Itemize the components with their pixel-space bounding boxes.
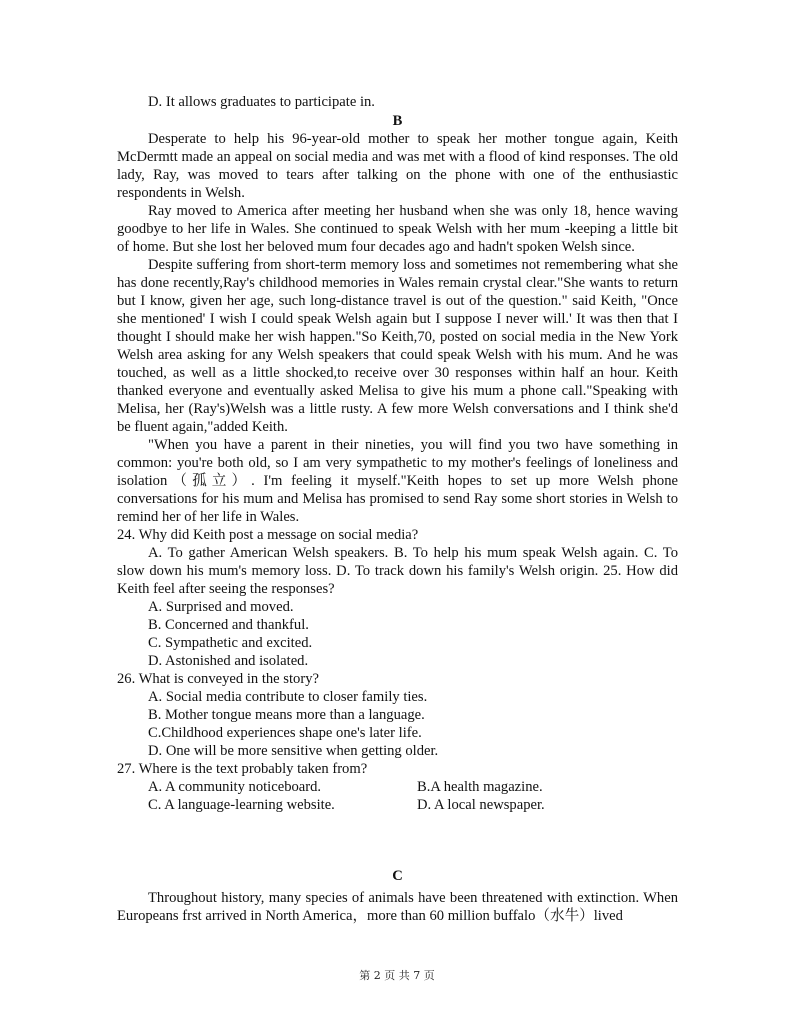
option: A. Surprised and moved.	[148, 599, 294, 615]
section-c	[117, 867, 678, 925]
question-26-stem: 26. What is conveyed in the story?	[117, 671, 319, 687]
question-25-options	[117, 598, 678, 670]
page-footer: 第 2 页 共 7 页	[359, 969, 435, 982]
option: B. Mother tongue means more than a language.	[148, 707, 425, 723]
option: D. A local newspaper.	[417, 797, 545, 813]
option: A. Social media contribute to closer family ties.	[148, 689, 428, 705]
option: C. Sympathetic and excited.	[148, 635, 313, 651]
option: B.A health magazine.	[417, 779, 543, 795]
paragraph: Desperate to help his 96-year-old mother to speak her mother tongue again, Keith McDermtt made an appeal on social media and was met with a flood of kind responses. The old lady, Ray, was moved to tears after talking on the phone with one of the enthusiastic respondents in Welsh.	[117, 131, 678, 201]
option: D. One will be more sensitive when getting older.	[148, 743, 439, 759]
question-26-options	[117, 688, 678, 760]
paragraph: Despite suffering from short-term memory loss and sometimes not remembering what she has done recently,Ray's childhood memories in Wales remain crystal clear."She wants to return but I know, given her age, such long-distance travel is out of the question." said Keith, "Once she mentioned' I wish I could speak Welsh again but I suppose I never will.' It was then that I thought I should make her wish happen."So Keith,70, posted on social media in the New York Welsh area asking for any Welsh speakers that could speak Welsh with his mum. And he was touched, as well as a little shocked,to receive over 30 responses within half an hour. Keith thanked everyone and eventually asked Melisa to give his mum a phone call."Speaking with Melisa, her (Ray's)Welsh was a little rusty. A few more Welsh conversations and I think she'd be fluent again,"added Keith.	[117, 257, 678, 435]
question-24-options: A. To gather American Welsh speakers. B. To help his mum speak Welsh again. C. To slow down his mum's memory loss. D. To track down his family's Welsh origin. 25. How did Keith feel after seeing the responses?	[117, 545, 678, 597]
question-27-options-row	[117, 778, 678, 796]
section-b	[117, 112, 678, 814]
option: C.Childhood experiences shape one's later life.	[148, 725, 422, 741]
paragraph: Throughout history, many species of animals have been threatened with extinction. When Europeans frst arrived in North America，more than 60 million buffalo（水牛）lived	[117, 890, 678, 924]
option-d: D. It allows graduates to participate in.	[148, 94, 375, 110]
option: B. Concerned and thankful.	[148, 617, 309, 633]
option: D. Astonished and isolated.	[148, 653, 309, 669]
option: C. A language-learning website.	[148, 797, 335, 813]
question-27-options-row	[117, 796, 678, 814]
option: A. A community noticeboard.	[148, 779, 322, 795]
section-b-heading: B	[392, 113, 403, 129]
paragraph: Ray moved to America after meeting her husband when she was only 18, hence waving goodbye to her life in Wales. She continued to speak Welsh with her mum -keeping a little bit of home. But she lost her beloved mum four decades ago and hadn't spoken Welsh since.	[117, 203, 678, 255]
question-24-stem: 24. Why did Keith post a message on social media?	[117, 527, 419, 543]
paragraph: "When you have a parent in their nineties, you will find you two have something in common: you're both old, so I am very sympathetic to my mother's feelings of loneliness and isolation（孤立）. I'm feeling it myself."Keith hopes to set up more Welsh phone conversations for his mum and Melisa has promised to send Ray some short stories in Welsh to remind her of her life in Wales.	[117, 437, 678, 525]
previous-question-tail	[117, 93, 678, 111]
question-27-stem: 27. Where is the text probably taken from?	[117, 761, 368, 777]
section-c-heading: C	[392, 868, 403, 884]
